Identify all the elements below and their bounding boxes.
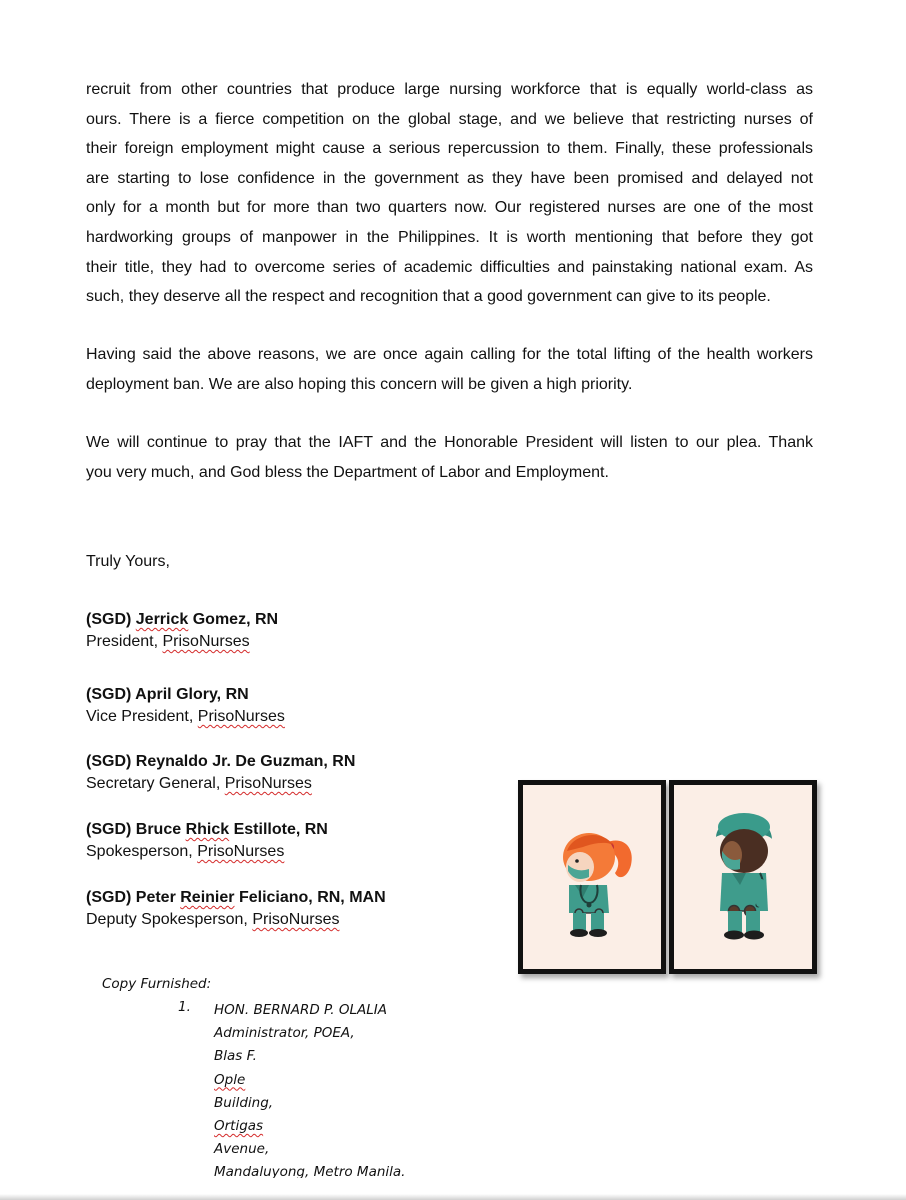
copy-furnished-heading: Copy Furnished: (102, 976, 212, 992)
text-line: hardworking groups of manpower in the Philippines. It is worth mentioning that before they got (86, 228, 813, 246)
signatory-block (86, 751, 355, 795)
text-line: you very much, and God bless the Department of Labor and Employment. (86, 463, 609, 481)
nurse-cap-illustration (674, 785, 812, 969)
letter-paragraph-1 (86, 75, 813, 312)
text-line: are starting to lose confidence in the government as they have been promised and delayed not (86, 169, 813, 187)
recipient-city: Mandaluyong, Metro Manila. (214, 1164, 406, 1179)
recipient-address: Blas F. Ople Building, Ortigas Avenue, (214, 1048, 274, 1158)
text-line: ours. There is a fierce competition on the global stage, and we believe that restricting nurses of (86, 110, 813, 128)
nurse-ponytail-illustration (523, 785, 661, 969)
letter-paragraph-2 (86, 340, 813, 399)
signatory-block (86, 684, 285, 728)
signatory-block (86, 609, 278, 653)
text-line: such, they deserve all the respect and recognition that a good government can give to its people. (86, 288, 771, 306)
signatory-name: (SGD) Bruce Rhick Estillote, RN (86, 821, 328, 838)
framed-illustration-nurse-cap (669, 780, 817, 974)
text-line: only for a month but for more than two quarters now. Our registered nurses are one of the most (86, 199, 813, 217)
signatory-role: Secretary General, PrisoNurses (86, 775, 312, 792)
signatory-role: President, PrisoNurses (86, 633, 250, 650)
signatory-role: Spokesperson, PrisoNurses (86, 843, 285, 860)
copy-furnished-recipient (214, 999, 405, 1178)
signatory-block (86, 819, 328, 863)
signatory-name: (SGD) April Glory, RN (86, 686, 249, 703)
signatory-name: (SGD) Jerrick Gomez, RN (86, 611, 279, 628)
text-line: deployment ban. We are also hoping this concern will be given a high priority. (86, 375, 633, 393)
framed-illustration-nurse-ponytail (518, 780, 666, 974)
signatory-block (86, 887, 386, 931)
letter-closing: Truly Yours, (86, 553, 170, 570)
copy-furnished-number: 1. (178, 999, 191, 1015)
page-bottom-edge (0, 1194, 906, 1200)
signatory-name: (SGD) Reynaldo Jr. De Guzman, RN (86, 753, 356, 770)
text-line: Having said the above reasons, we are once again calling for the total lifting of the health workers (86, 346, 813, 363)
signatory-name: (SGD) Peter Reinier Feliciano, RN, MAN (86, 889, 386, 906)
letter-paragraph-3 (86, 428, 813, 487)
signatory-role: Deputy Spokesperson, PrisoNurses (86, 911, 340, 928)
text-line: We will continue to pray that the IAFT and the Honorable President will listen to our plea. Thank (86, 434, 813, 451)
text-line: their title, they had to overcome series of academic difficulties and painstaking national exam. As (86, 258, 813, 276)
recipient-name: HON. BERNARD P. OLALIA (214, 1002, 388, 1018)
recipient-title: Administrator, POEA, (214, 1025, 355, 1042)
text-line: their foreign employment might cause a serious repercussion to them. Finally, these professionals (86, 140, 813, 158)
signatory-role: Vice President, PrisoNurses (86, 708, 285, 725)
text-line: recruit from other countries that produce large nursing workforce that is equally world-class as (86, 81, 813, 98)
